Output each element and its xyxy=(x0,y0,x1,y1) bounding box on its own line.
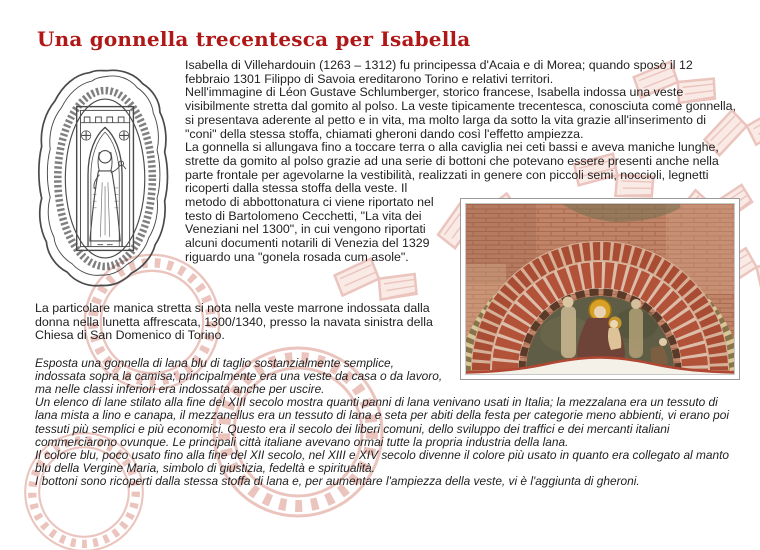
paragraph-intro: Isabella di Villehardouin (1263 – 1312) fu principessa d'Acaia e di Morea; quando sposò il 12 febbraio 1301 Filippo di Savoia ereditarono Torino e relativi territori. xyxy=(185,58,693,86)
paragraph-fresco-caption: La particolare manica stretta si nota nella veste marrone indossata dalla donna nella lunetta affrescata, 1300/1340, presso la navata sinistra della Chiesa di San Domenico di Torino. xyxy=(35,301,433,343)
paragraph-text-wide: La gonnella si allungava fino a toccare terra o alla caviglia nei ceti bassi e aveva maniche lunghe, strette da gomito al polso grazie ad una serie di bottoni che potevano essere presenti anche nella parte frontale per agevolarne la vestibilità, realizzati in genere con piccoli semi, xyxy=(185,140,719,182)
paragraph-italic-bottoni: I bottoni sono ricoperti dalla stessa stoffa di lana e, per aumentare l'ampiezza della veste, vi è l'aggiunta di gheroni. xyxy=(35,473,640,488)
paragraph-italic-lane: Un elenco di lane stilato alla fine del XIII secolo mostra quanti panni di lana venivano usati in Italia; la mezzalana era un tessuto di lana mista a lino e canapa, il mezzanellus era un tessuto di lana e seta per abiti della festa per categorie meno abbienti, vi erano poi tessuti più semplici e più economici. Questo era il secolo dei liberi comuni, dello sviluppo dei traffici e dei mercanti italiani commerciarono ovunque. Le principali città italiane avevano ormai tutte la propria industria della lana. xyxy=(35,395,730,449)
paragraph-text-narrow: noccioli, legnetti ricoperti dalla stessa stoffa della veste. Il metodo di abbottonatura ci viene riportato nel testo di Bartolomeno Cecchetti, "La vita dei Veneziani nel 1300", in cui vengono riportati alcuni documenti notarili di Venezia del 1329 riguardo una "gonela rosada cum asole". xyxy=(185,167,709,264)
fresco-photo-frame xyxy=(460,198,740,380)
paragraph-italic-colore-blu: Il colore blu, poco usato fino alla fine del XII secolo, nel XIII e XIV secolo divenne il colore più usato in quanto era collegato al manto blu della Vergine Maria, simbolo di giustizia, fedeltà e spiritualità. xyxy=(35,447,730,475)
page-title: Una gonnella trecentesca per Isabella xyxy=(37,27,471,51)
fresco-lunette-photo xyxy=(465,203,735,375)
paragraph-gonnella-description: Nell'immagine di Léon Gustave Schlumberger, storico francese, Isabella indossa una veste visibilmente stretta dal gomito al polso. La veste tipicamente trecentesca, conosciuta come gonnella, si presentava aderente al petto e in vita, ma molto larga da sotto la vita grazie all'inserimento di "coni" della stessa stoffa, chiamati gheroni dando così l'effetto ampiezza. xyxy=(185,85,736,141)
main-text-flow xyxy=(35,59,740,488)
paragraph-italic-gonnella-blu: Esposta una gonnella di lana blu di taglio sostanzialmente semplice, indossata sopra la camisa; principalmente era una veste da casa o da lavoro, ma nelle classi inferiori era indossata anche per uscire. xyxy=(35,356,443,397)
seal-illustration xyxy=(35,65,177,292)
document-content xyxy=(0,28,760,488)
seal-drawing-image xyxy=(35,65,177,292)
